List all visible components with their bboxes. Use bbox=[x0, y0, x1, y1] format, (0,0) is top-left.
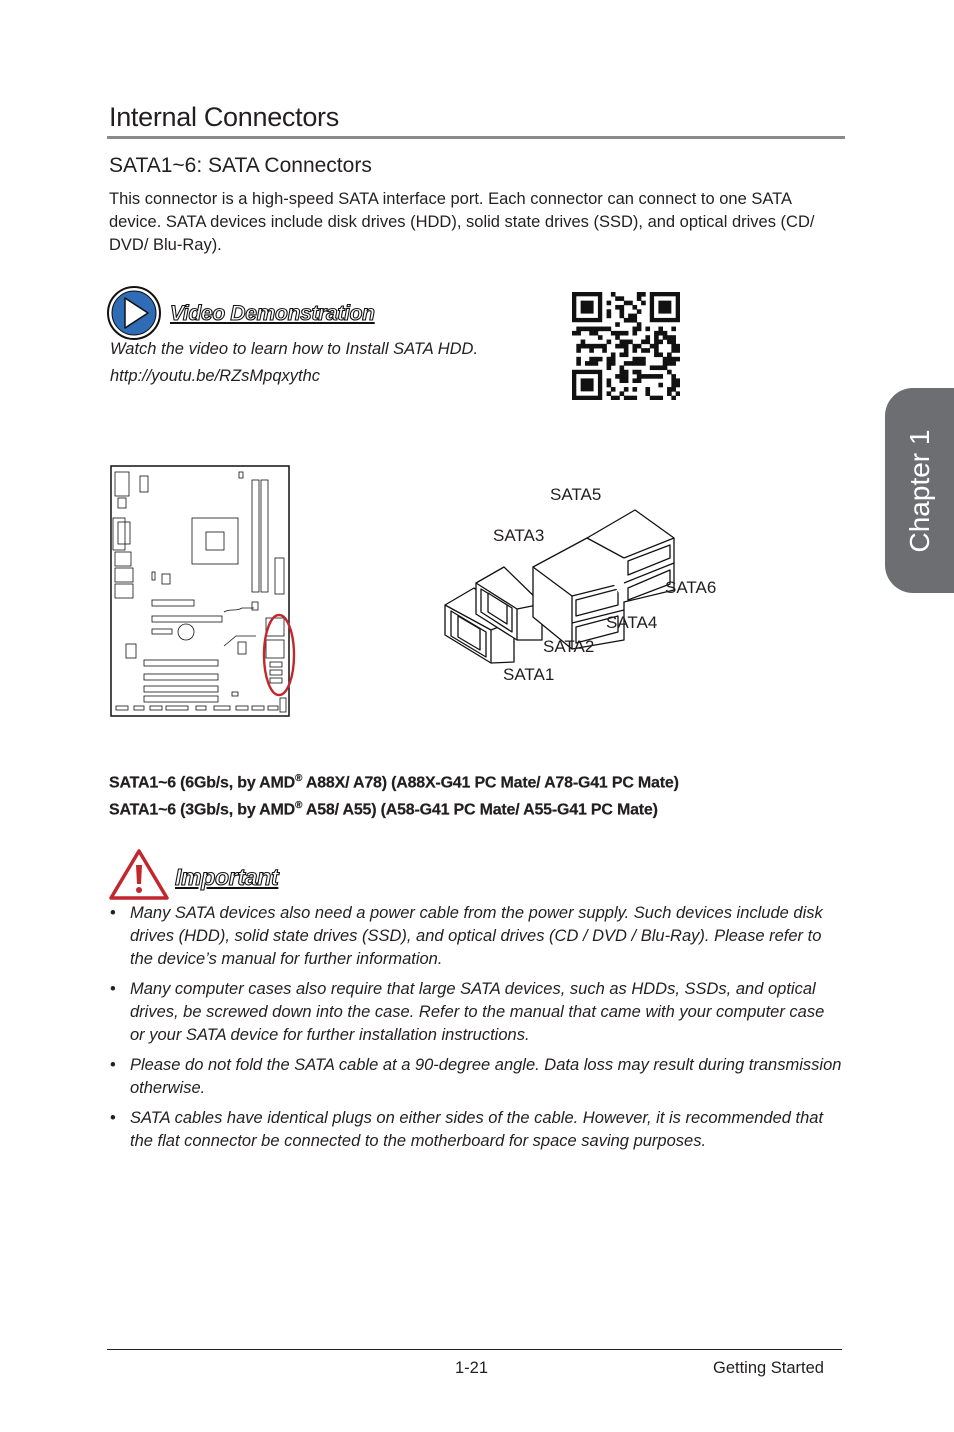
list-item-text: Please do not fold the SATA cable at a 90-degree angle. Data loss may result during transmission otherwise. bbox=[130, 1056, 842, 1097]
list-item bbox=[110, 978, 842, 1047]
bullet-marker: • bbox=[110, 980, 116, 998]
list-item bbox=[110, 902, 842, 971]
spec-line bbox=[109, 800, 658, 819]
important-heading: Important bbox=[175, 864, 279, 890]
warning-icon bbox=[108, 848, 170, 902]
list-item-text: Many computer cases also require that large SATA devices, such as HDDs, SSDs, and optical drives, be screwed down into the case. Refer to the manual that came with your computer case or your SATA device for further installation instructions. bbox=[130, 980, 825, 1044]
label-sata2: SATA2 bbox=[543, 637, 595, 656]
bullet-marker: • bbox=[110, 1109, 116, 1127]
spec-prefix: SATA1~6 (3Gb/s, by AMD bbox=[109, 801, 296, 819]
play-icon[interactable] bbox=[106, 285, 164, 341]
footer-divider bbox=[107, 1349, 842, 1350]
label-sata3: SATA3 bbox=[493, 526, 545, 545]
list-item bbox=[110, 1107, 842, 1153]
spec-suffix: A88X/ A78) (A88X-G41 PC Mate/ A78-G41 PC Mate) bbox=[302, 774, 679, 792]
chapter-tab[interactable] bbox=[885, 388, 954, 593]
list-item-text: SATA cables have identical plugs on either sides of the cable. However, it is recommended that the flat connector be connected to the motherboard for space saving purposes. bbox=[130, 1109, 824, 1150]
bullet-marker: • bbox=[110, 904, 116, 922]
spec-line bbox=[109, 773, 679, 792]
registered-mark: ® bbox=[295, 800, 303, 811]
section-heading: SATA1~6: SATA Connectors bbox=[109, 154, 372, 177]
motherboard-diagram bbox=[104, 460, 304, 722]
intro-paragraph: This connector is a high-speed SATA interface port. Each connector can connect to one SATA device. SATA devices include disk drives (HDD), solid state drives (SSD), and optical drives (CD/ DVD/ Blu-Ray). bbox=[109, 190, 815, 254]
sata-connector-diagram bbox=[430, 470, 730, 700]
page-number: 1-21 bbox=[455, 1359, 489, 1377]
footer-section-title: Getting Started bbox=[713, 1359, 824, 1377]
video-heading: Video Demonstration bbox=[170, 302, 375, 325]
label-sata1: SATA1 bbox=[503, 665, 555, 684]
list-item-text: Many SATA devices also need a power cable from the power supply. Such devices include disk drives (HDD), solid state drives (SSD), and optical drives (CD / DVD / Blu-Ray). Please refer to the device’s manual for further information. bbox=[130, 904, 823, 968]
list-item bbox=[110, 1054, 842, 1100]
bullet-marker: • bbox=[110, 1056, 116, 1074]
title-divider bbox=[107, 136, 845, 139]
chapter-label: Chapter 1 bbox=[903, 429, 935, 552]
page-title: Internal Connectors bbox=[109, 102, 339, 132]
video-description: Watch the video to learn how to Install SATA HDD. bbox=[110, 340, 479, 358]
qr-code bbox=[572, 292, 680, 400]
registered-mark: ® bbox=[295, 773, 303, 784]
spec-prefix: SATA1~6 (6Gb/s, by AMD bbox=[109, 774, 296, 792]
label-sata4: SATA4 bbox=[606, 613, 658, 632]
label-sata5: SATA5 bbox=[550, 485, 602, 504]
spec-suffix: A58/ A55) (A58-G41 PC Mate/ A55-G41 PC Mate) bbox=[302, 801, 658, 819]
label-sata6: SATA6 bbox=[665, 578, 717, 597]
video-link[interactable]: http://youtu.be/RZsMpqxythc bbox=[110, 367, 321, 385]
